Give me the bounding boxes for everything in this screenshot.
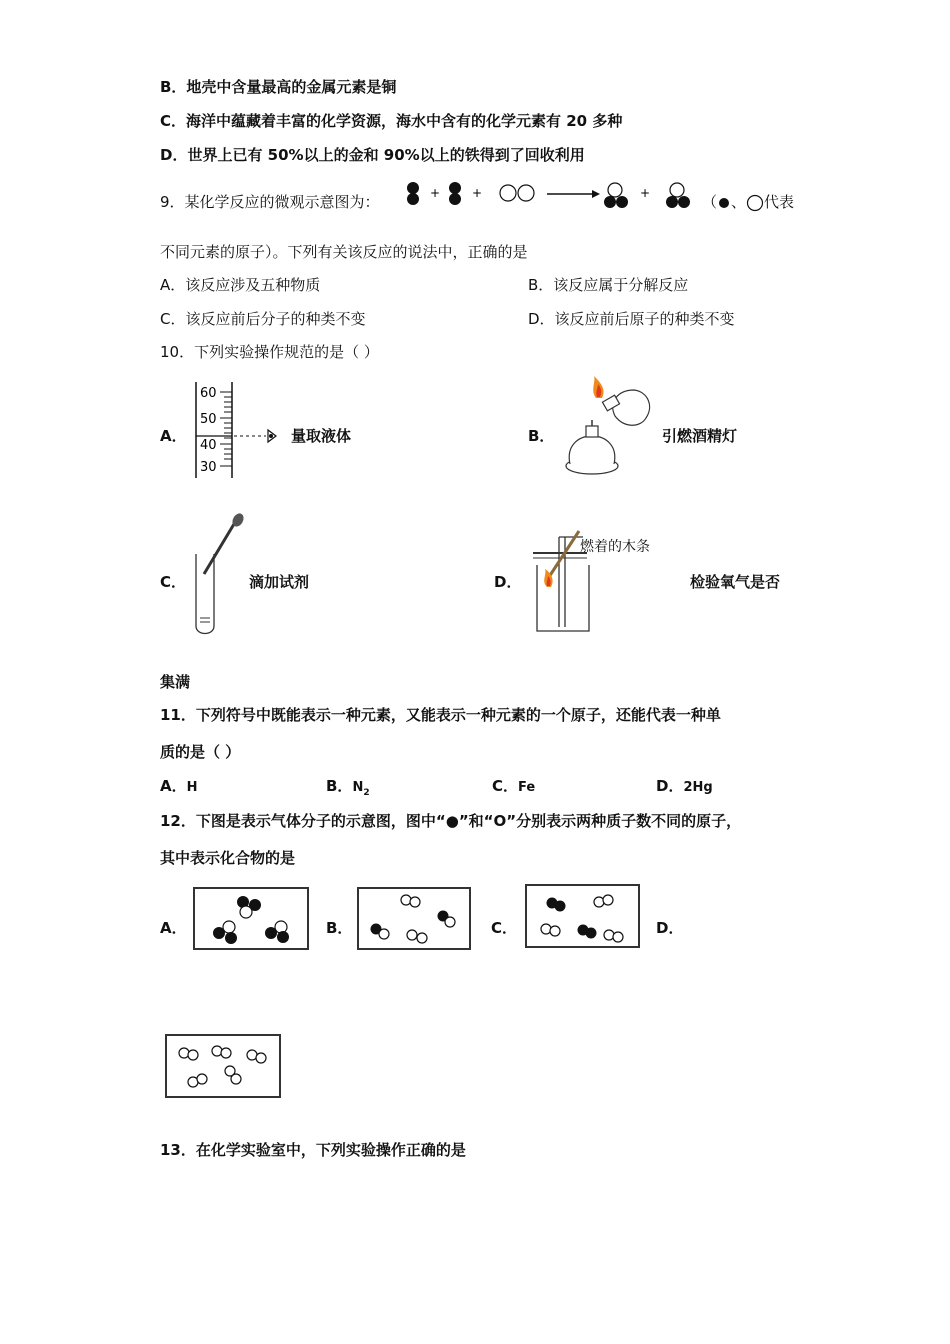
q9-stem-line2: 不同元素的原子）。下列有关该反应的说法中，正确的是 bbox=[160, 243, 528, 261]
q9-stem-start: 9．某化学反应的微观示意图为： bbox=[160, 193, 380, 211]
q10-b-lamp-figure bbox=[560, 376, 660, 482]
q10-a-cylinder-figure bbox=[190, 378, 300, 482]
q10-d-label-cont: 集满 bbox=[160, 673, 191, 691]
q12-b-letter: B． bbox=[326, 919, 353, 937]
q9-legend bbox=[702, 192, 794, 212]
q12-d-molecule-5 bbox=[225, 1066, 241, 1084]
q12-d-molecule-2 bbox=[212, 1046, 231, 1058]
q8-option-c: C．海洋中蕴藏着丰富的化学资源，海水中含有的化学元素有 20 多种 bbox=[160, 112, 623, 130]
white-atom-icon bbox=[746, 194, 764, 212]
q12-b-molecule-1 bbox=[401, 895, 420, 907]
q12-a-molecule-1 bbox=[237, 896, 261, 918]
q10-a-label: 量取液体 bbox=[291, 427, 352, 445]
q9-reaction-arrow bbox=[547, 190, 600, 198]
q10-c-letter: C． bbox=[160, 573, 187, 591]
q12-d-molecule-4 bbox=[188, 1074, 207, 1087]
q9-plus-3: + bbox=[640, 186, 651, 200]
q9-product-molecule-2 bbox=[666, 183, 690, 208]
q10-c-dropper-figure bbox=[190, 514, 250, 638]
q12-box-b-svg bbox=[359, 889, 469, 948]
test-tube bbox=[196, 554, 214, 634]
q12-b-molecule-3 bbox=[371, 924, 390, 940]
q12-c-molecule-1 bbox=[547, 898, 566, 912]
q11-option-b: B．$N_2$ bbox=[326, 777, 370, 798]
q10-b-label: 引燃酒精灯 bbox=[662, 427, 738, 445]
q9-option-c: C．该反应前后分子的种类不变 bbox=[160, 310, 366, 328]
q12-stem-line2: 其中表示化合物的是 bbox=[160, 849, 296, 867]
q12-box-a-svg bbox=[195, 889, 307, 948]
cyl-tick-30: 30 bbox=[200, 460, 217, 475]
lamp-base bbox=[566, 420, 618, 474]
black-atom-icon bbox=[717, 196, 731, 210]
q12-box-c-svg bbox=[527, 886, 638, 946]
q11-stem-line2: 质的是（ ） bbox=[160, 743, 241, 761]
q11-option-c: C．Fe bbox=[492, 777, 536, 795]
dropper-testtube-svg bbox=[190, 514, 250, 638]
q12-c-molecule-2 bbox=[594, 895, 613, 907]
cyl-tick-60: 60 bbox=[200, 386, 217, 401]
q9-plus-2: + bbox=[472, 186, 483, 200]
eye-icon bbox=[268, 430, 276, 442]
q12-a-letter: A． bbox=[160, 919, 187, 937]
measuring-cylinder-svg bbox=[190, 378, 300, 482]
gas-bottle bbox=[533, 553, 589, 631]
q12-box-d bbox=[165, 1034, 281, 1098]
q9-product-molecule-1 bbox=[604, 183, 628, 208]
q12-c-molecule-5 bbox=[604, 930, 623, 942]
q9-reactant-molecule-1 bbox=[407, 182, 419, 205]
q11-option-a: A．H bbox=[160, 777, 198, 795]
q12-c-molecule-4 bbox=[578, 925, 597, 939]
q9-option-a: A．该反应涉及五种物质 bbox=[160, 276, 321, 294]
q9-reaction-diagram bbox=[400, 178, 700, 214]
flame-icon bbox=[593, 376, 603, 398]
second-lamp-tilted bbox=[602, 390, 649, 425]
q10-d-letter: D． bbox=[494, 573, 522, 591]
q9-reactant-molecule-2 bbox=[449, 182, 461, 205]
q12-box-a bbox=[193, 887, 309, 950]
q10-c-label: 滴加试剂 bbox=[249, 573, 310, 591]
q10-a-letter: A． bbox=[160, 427, 187, 445]
q9-reactant-molecule-3 bbox=[500, 185, 534, 201]
alcohol-lamp-svg bbox=[560, 376, 660, 482]
q12-box-b bbox=[357, 887, 471, 950]
q9-legend-sep: 、 bbox=[731, 193, 747, 211]
q12-c-molecule-3 bbox=[541, 924, 560, 936]
q12-d-letter: D． bbox=[656, 919, 684, 937]
q9-legend-open: （ bbox=[702, 193, 718, 211]
q9-reaction-svg bbox=[400, 178, 700, 214]
q10-stem: 10．下列实验操作规范的是（ ） bbox=[160, 343, 379, 361]
q11-option-d: D．2Hg bbox=[656, 777, 713, 795]
q12-c-letter: C． bbox=[491, 919, 518, 937]
q12-stem-line1: 12．下图是表示气体分子的示意图，图中“●”和“O”分别表示两种质子数不同的原子， bbox=[160, 812, 742, 830]
q8-option-b: B．地壳中含量最高的金属元素是铜 bbox=[160, 78, 397, 96]
q9-legend-end: 代表 bbox=[764, 193, 795, 211]
q10-d-figure-label: 燃着的木条 bbox=[580, 539, 650, 555]
dropper bbox=[204, 511, 246, 574]
q12-box-d-svg bbox=[167, 1036, 279, 1096]
q12-b-molecule-2 bbox=[438, 911, 456, 928]
cyl-tick-40: 40 bbox=[200, 438, 217, 453]
q12-b-molecule-4 bbox=[407, 930, 427, 943]
q8-option-d: D．世界上已有 50%以上的金和 90%以上的铁得到了回收利用 bbox=[160, 146, 585, 164]
q12-d-molecule-3 bbox=[247, 1050, 266, 1063]
q9-plus-1: + bbox=[430, 186, 441, 200]
q9-option-b: B．该反应属于分解反应 bbox=[528, 276, 689, 294]
q13-stem: 13．在化学实验室中，下列实验操作正确的是 bbox=[160, 1141, 466, 1159]
q12-a-molecule-2 bbox=[213, 921, 237, 944]
q12-a-molecule-3 bbox=[265, 921, 289, 943]
q12-box-c bbox=[525, 884, 640, 948]
q11-stem-line1: 11．下列符号中既能表示一种元素，又能表示一种元素的一个原子，还能代表一种单 bbox=[160, 706, 721, 724]
q9-option-d: D．该反应前后原子的种类不变 bbox=[528, 310, 735, 328]
cyl-tick-50: 50 bbox=[200, 412, 217, 427]
q10-d-label: 检验氧气是否 bbox=[690, 573, 781, 591]
q12-d-molecule-1 bbox=[179, 1048, 198, 1060]
q10-b-letter: B． bbox=[528, 427, 555, 445]
